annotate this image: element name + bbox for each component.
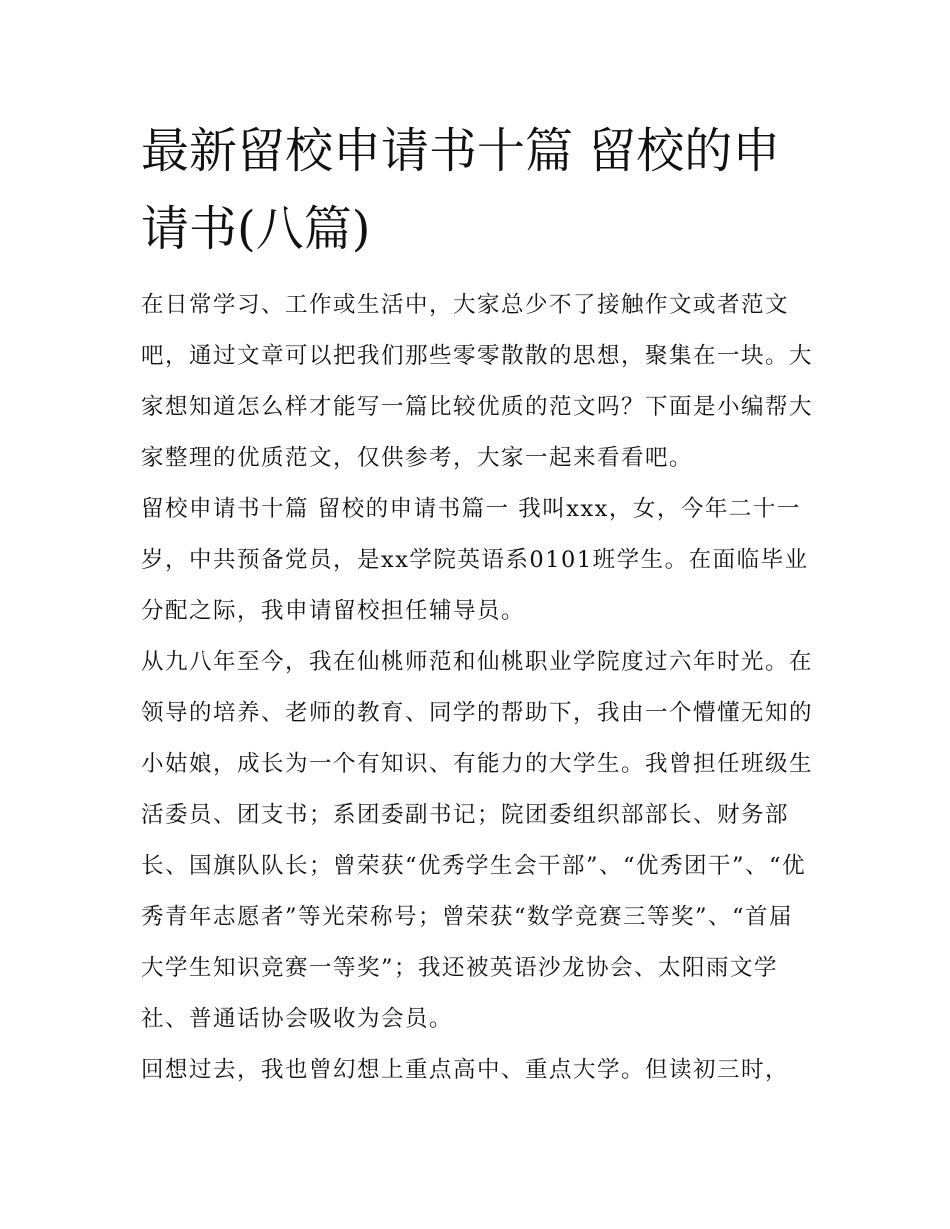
paragraph-intro: 在日常学习、工作或生活中，大家总少不了接触作文或者范文吧，通过文章可以把我们那些零零散散的思想，聚集在一块。大家想知道怎么样才能写一篇比较优质的范文吗？下面是小编帮大家整理的优质范文，仅供参考，大家一起来看看吧。 (141, 292, 814, 471)
paragraph-recollection: 回想过去，我也曾幻想上重点高中、重点大学。但读初三时， (141, 1057, 790, 1083)
document-page (141, 112, 813, 1096)
document-title: 最新留校申请书十篇 留校的申请书(八篇) (141, 123, 781, 257)
paragraph-experience: 从九八年至今，我在仙桃师范和仙桃职业学院度过六年时光。在领导的培养、老师的教育、同学的帮助下，我由一个懵懂无知的小姑娘，成长为一个有知识、有能力的大学生。我曾担任班级生活委员、团支书；系团委副书记；院团委组织部部长、财务部长、国旗队队长；曾荣获“优秀学生会干部”、“优秀团干”、“优秀青年志愿者”等光荣称号；曾荣获“数学竞赛三等奖”、“首届大学生知识竞赛一等奖”；我还被英语沙龙协会、太阳雨文学社、普通话协会吸收为会员。 (141, 649, 814, 1032)
paragraph-self-introduction: 留校申请书十篇 留校的申请书篇一 我叫xxx，女，今年二十一岁，中共预备党员，是xx学院英语系0101班学生。在面临毕业分配之际，我申请留校担任辅导员。 (141, 496, 809, 624)
document-body (141, 280, 813, 1096)
